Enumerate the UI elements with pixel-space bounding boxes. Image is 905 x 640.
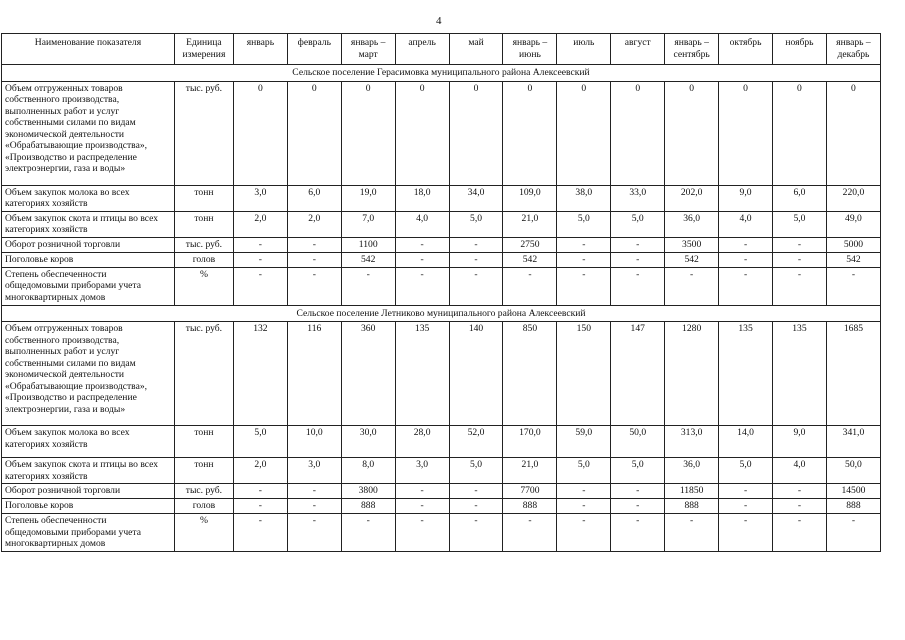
value-cell: 3,0: [395, 458, 449, 484]
value-cell: 0: [503, 81, 557, 185]
value-cell: 50,0: [826, 458, 880, 484]
value-cell: -: [611, 514, 665, 552]
page-number: 4: [436, 15, 442, 27]
value-cell: -: [665, 514, 719, 552]
value-cell: 850: [503, 322, 557, 426]
indicator-name: Степень обеспеченности общедомовыми приборами учета многоквартирных домов: [2, 267, 175, 305]
value-cell: -: [611, 252, 665, 267]
column-header: август: [611, 34, 665, 65]
value-cell: 0: [557, 81, 611, 185]
value-cell: 147: [611, 322, 665, 426]
value-cell: 9,0: [719, 185, 773, 211]
value-cell: 36,0: [665, 211, 719, 237]
indicator-name: Поголовье коров: [2, 499, 175, 514]
value-cell: -: [233, 237, 287, 252]
value-cell: 5,0: [449, 458, 503, 484]
value-cell: -: [395, 252, 449, 267]
value-cell: 0: [341, 81, 395, 185]
value-cell: -: [773, 252, 827, 267]
value-cell: -: [611, 484, 665, 499]
value-cell: 5,0: [233, 426, 287, 458]
value-cell: 2,0: [233, 211, 287, 237]
value-cell: 3800: [341, 484, 395, 499]
value-cell: 2,0: [233, 458, 287, 484]
value-cell: 202,0: [665, 185, 719, 211]
value-cell: 170,0: [503, 426, 557, 458]
value-cell: -: [449, 267, 503, 305]
value-cell: 36,0: [665, 458, 719, 484]
value-cell: -: [719, 514, 773, 552]
table-row: [2, 252, 881, 267]
unit-cell: голов: [174, 252, 233, 267]
value-cell: -: [287, 237, 341, 252]
value-cell: -: [233, 484, 287, 499]
indicator-name: Объем закупок скота и птицы во всех категориях хозяйств: [2, 458, 175, 484]
value-cell: 33,0: [611, 185, 665, 211]
unit-cell: тыс. руб.: [174, 237, 233, 252]
value-cell: 542: [341, 252, 395, 267]
value-cell: -: [611, 499, 665, 514]
unit-cell: %: [174, 267, 233, 305]
value-cell: 59,0: [557, 426, 611, 458]
value-cell: -: [557, 267, 611, 305]
value-cell: 0: [719, 81, 773, 185]
value-cell: -: [719, 499, 773, 514]
value-cell: 14,0: [719, 426, 773, 458]
value-cell: -: [503, 514, 557, 552]
value-cell: 360: [341, 322, 395, 426]
value-cell: 6,0: [287, 185, 341, 211]
table-row: [2, 237, 881, 252]
value-cell: -: [449, 499, 503, 514]
value-cell: 132: [233, 322, 287, 426]
value-cell: -: [719, 267, 773, 305]
value-cell: -: [665, 267, 719, 305]
value-cell: -: [719, 252, 773, 267]
table-row: [2, 484, 881, 499]
value-cell: 5,0: [773, 211, 827, 237]
value-cell: 4,0: [395, 211, 449, 237]
unit-cell: тыс. руб.: [174, 484, 233, 499]
section-row: [2, 65, 881, 82]
table-row: [2, 426, 881, 458]
value-cell: 21,0: [503, 211, 557, 237]
value-cell: 542: [503, 252, 557, 267]
value-cell: -: [341, 267, 395, 305]
value-cell: -: [233, 252, 287, 267]
value-cell: 28,0: [395, 426, 449, 458]
indicator-name: Объем отгруженных товаров собственного производства, выполненных работ и услуг собственными силами по видам экономической деятельности «Обрабатывающие производства», «Производство и распределение электроэнергии, газа и воды»: [2, 322, 175, 426]
value-cell: 0: [665, 81, 719, 185]
value-cell: 4,0: [773, 458, 827, 484]
column-header: ноябрь: [773, 34, 827, 65]
value-cell: -: [719, 484, 773, 499]
value-cell: 0: [611, 81, 665, 185]
value-cell: 5,0: [611, 211, 665, 237]
value-cell: -: [773, 267, 827, 305]
value-cell: 220,0: [826, 185, 880, 211]
value-cell: 18,0: [395, 185, 449, 211]
value-cell: 135: [395, 322, 449, 426]
value-cell: 0: [826, 81, 880, 185]
unit-cell: тыс. руб.: [174, 81, 233, 185]
value-cell: 49,0: [826, 211, 880, 237]
column-header: январь – сентябрь: [665, 34, 719, 65]
value-cell: 0: [233, 81, 287, 185]
column-header: январь – июнь: [503, 34, 557, 65]
value-cell: 3500: [665, 237, 719, 252]
unit-cell: тонн: [174, 185, 233, 211]
value-cell: 888: [341, 499, 395, 514]
value-cell: 8,0: [341, 458, 395, 484]
value-cell: 9,0: [773, 426, 827, 458]
table-row: [2, 322, 881, 426]
value-cell: -: [449, 514, 503, 552]
value-cell: 11850: [665, 484, 719, 499]
value-cell: -: [557, 514, 611, 552]
value-cell: -: [557, 484, 611, 499]
value-cell: 341,0: [826, 426, 880, 458]
value-cell: 19,0: [341, 185, 395, 211]
value-cell: -: [449, 252, 503, 267]
value-cell: 2,0: [287, 211, 341, 237]
column-header: апрель: [395, 34, 449, 65]
value-cell: -: [557, 237, 611, 252]
column-header: январь: [233, 34, 287, 65]
value-cell: -: [287, 484, 341, 499]
value-cell: -: [395, 237, 449, 252]
value-cell: -: [449, 237, 503, 252]
value-cell: -: [719, 237, 773, 252]
value-cell: 5,0: [611, 458, 665, 484]
value-cell: 0: [773, 81, 827, 185]
indicator-name: Объем отгруженных товаров собственного производства, выполненных работ и услуг собственными силами по видам экономической деятельности «Обрабатывающие производства», «Производство и распределение электроэнергии, газа и воды»: [2, 81, 175, 185]
value-cell: -: [287, 499, 341, 514]
table-row: [2, 514, 881, 552]
value-cell: 3,0: [287, 458, 341, 484]
table-row: [2, 267, 881, 305]
value-cell: 542: [665, 252, 719, 267]
value-cell: 150: [557, 322, 611, 426]
value-cell: -: [773, 237, 827, 252]
indicators-table: [1, 33, 881, 552]
table-row: [2, 81, 881, 185]
column-header: Единица измерения: [174, 34, 233, 65]
value-cell: -: [287, 267, 341, 305]
value-cell: 135: [719, 322, 773, 426]
value-cell: -: [287, 252, 341, 267]
value-cell: 6,0: [773, 185, 827, 211]
value-cell: 34,0: [449, 185, 503, 211]
table-row: [2, 211, 881, 237]
column-header: январь – декабрь: [826, 34, 880, 65]
value-cell: -: [503, 267, 557, 305]
value-cell: 5000: [826, 237, 880, 252]
value-cell: -: [449, 484, 503, 499]
column-header: февраль: [287, 34, 341, 65]
value-cell: 0: [287, 81, 341, 185]
value-cell: 888: [826, 499, 880, 514]
value-cell: 542: [826, 252, 880, 267]
value-cell: 7,0: [341, 211, 395, 237]
indicator-name: Объем закупок молока во всех категориях хозяйств: [2, 185, 175, 211]
unit-cell: голов: [174, 499, 233, 514]
section-title: Сельское поселение Герасимовка муниципального района Алексеевский: [2, 65, 881, 82]
value-cell: -: [826, 267, 880, 305]
value-cell: 1280: [665, 322, 719, 426]
unit-cell: тонн: [174, 458, 233, 484]
value-cell: -: [611, 267, 665, 305]
value-cell: 135: [773, 322, 827, 426]
value-cell: 1685: [826, 322, 880, 426]
value-cell: -: [773, 499, 827, 514]
value-cell: -: [233, 499, 287, 514]
indicator-name: Оборот розничной торговли: [2, 484, 175, 499]
value-cell: 313,0: [665, 426, 719, 458]
value-cell: -: [773, 514, 827, 552]
value-cell: 3,0: [233, 185, 287, 211]
value-cell: -: [233, 267, 287, 305]
value-cell: 116: [287, 322, 341, 426]
table-row: [2, 185, 881, 211]
unit-cell: %: [174, 514, 233, 552]
value-cell: 5,0: [557, 458, 611, 484]
value-cell: -: [395, 499, 449, 514]
table-row: [2, 458, 881, 484]
value-cell: 1100: [341, 237, 395, 252]
value-cell: 0: [395, 81, 449, 185]
value-cell: 7700: [503, 484, 557, 499]
header-row: [2, 34, 881, 65]
column-header: октябрь: [719, 34, 773, 65]
value-cell: 50,0: [611, 426, 665, 458]
indicator-name: Объем закупок молока во всех категориях хозяйств: [2, 426, 175, 458]
indicator-name: Оборот розничной торговли: [2, 237, 175, 252]
value-cell: 38,0: [557, 185, 611, 211]
value-cell: 30,0: [341, 426, 395, 458]
value-cell: -: [826, 514, 880, 552]
value-cell: 5,0: [719, 458, 773, 484]
section-row: [2, 305, 881, 322]
indicator-name: Степень обеспеченности общедомовыми приборами учета многоквартирных домов: [2, 514, 175, 552]
value-cell: 52,0: [449, 426, 503, 458]
value-cell: -: [233, 514, 287, 552]
value-cell: -: [557, 252, 611, 267]
value-cell: -: [341, 514, 395, 552]
value-cell: 109,0: [503, 185, 557, 211]
value-cell: 5,0: [557, 211, 611, 237]
value-cell: -: [395, 267, 449, 305]
value-cell: 10,0: [287, 426, 341, 458]
column-header: июль: [557, 34, 611, 65]
column-header: май: [449, 34, 503, 65]
value-cell: 14500: [826, 484, 880, 499]
indicator-name: Объем закупок скота и птицы во всех категориях хозяйств: [2, 211, 175, 237]
value-cell: 5,0: [449, 211, 503, 237]
unit-cell: тыс. руб.: [174, 322, 233, 426]
value-cell: 888: [665, 499, 719, 514]
section-title: Сельское поселение Летниково муниципального района Алексеевский: [2, 305, 881, 322]
column-header: январь – март: [341, 34, 395, 65]
value-cell: -: [557, 499, 611, 514]
value-cell: -: [611, 237, 665, 252]
value-cell: 140: [449, 322, 503, 426]
value-cell: -: [395, 514, 449, 552]
value-cell: 21,0: [503, 458, 557, 484]
column-header: Наименование показателя: [2, 34, 175, 65]
value-cell: 2750: [503, 237, 557, 252]
value-cell: -: [287, 514, 341, 552]
unit-cell: тонн: [174, 211, 233, 237]
unit-cell: тонн: [174, 426, 233, 458]
value-cell: 4,0: [719, 211, 773, 237]
value-cell: 888: [503, 499, 557, 514]
value-cell: 0: [449, 81, 503, 185]
value-cell: -: [395, 484, 449, 499]
table-row: [2, 499, 881, 514]
value-cell: -: [773, 484, 827, 499]
indicator-name: Поголовье коров: [2, 252, 175, 267]
